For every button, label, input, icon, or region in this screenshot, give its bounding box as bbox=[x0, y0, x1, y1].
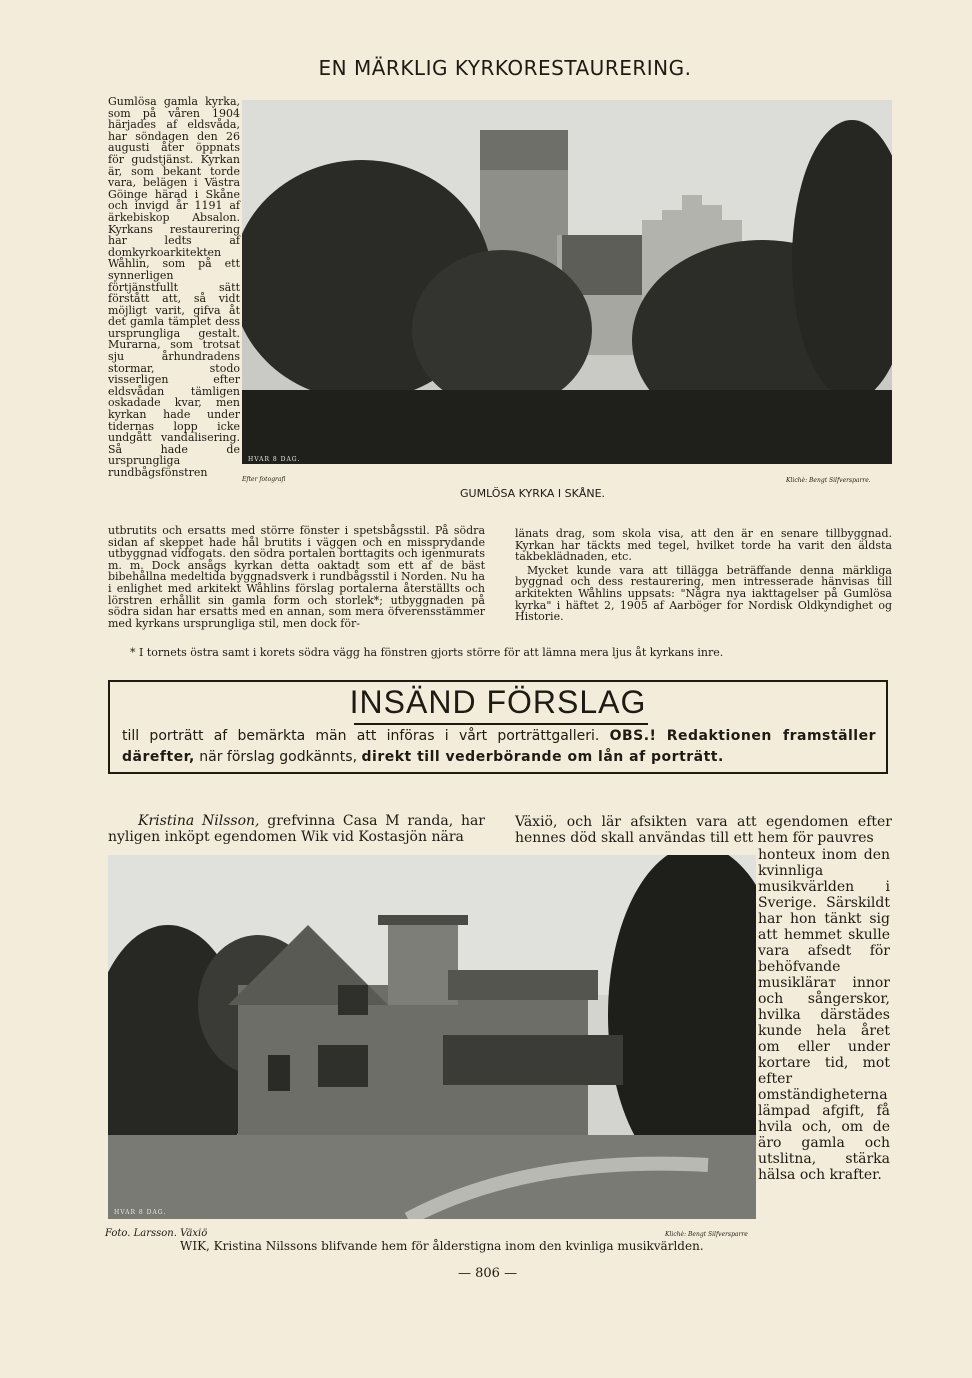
church-footnote: * I tornets östra samt i korets södra vägg ha fönstren gjorts större för att lämna mera ljus åt kyrkans inre. bbox=[130, 646, 724, 659]
notice-heading-underline bbox=[354, 723, 648, 725]
wik-photo-credit: Foto. Larsson. Växiö bbox=[105, 1228, 208, 1239]
wik-article-intro bbox=[108, 813, 485, 845]
wik-engraver-credit: Klichè: Bengt Silfversparre bbox=[665, 1231, 748, 1238]
church-photo bbox=[242, 100, 892, 464]
notice-line1-a: till porträtt af bemärkta män att införas i vårt porträttgalleri. bbox=[122, 728, 600, 744]
church-article-reference-paragraph: Mycket kunde vara att tillägga beträffande denna märkliga byggnad och dess restaurering, men intresserade hänvisas till arkitekten Wåhlins uppsats: "Några nya iakttagelser på Gumlösa kyrka" i häftet 2, 1905 af Aarböger for Nordisk Oldkyndighet og Historie. bbox=[515, 563, 892, 624]
church-illustration bbox=[242, 100, 892, 464]
wik-caption: WIK, Kristina Nilssons blifvande hem för ålderstigna inom den kvinliga musikvärlden. bbox=[180, 1239, 704, 1253]
church-article-wide-right bbox=[515, 528, 892, 623]
wik-article-side bbox=[758, 833, 890, 1197]
wik-photo-watermark: HVAR 8 DAG. bbox=[114, 1209, 167, 1216]
wik-article-left bbox=[108, 799, 485, 859]
notice-heading: INSÄND FÖRSLAG bbox=[349, 684, 647, 720]
church-photo-credit: Efter fotografi bbox=[242, 476, 286, 483]
notice-line2-b: när förslag godkännts, bbox=[199, 749, 358, 765]
wik-illustration bbox=[108, 855, 756, 1219]
church-engraver-credit: Klichè: Bengt Silfversparre. bbox=[786, 477, 871, 484]
wik-photo bbox=[108, 855, 756, 1219]
notice-obs: OBS.! bbox=[609, 728, 657, 744]
article-title: EN MÄRKLIG KYRKORESTAURERING. bbox=[318, 56, 692, 80]
notice-line2-c: direkt till vederbörande om lån af porträtt. bbox=[361, 749, 724, 765]
church-article-left-column bbox=[108, 96, 240, 479]
wik-article-side-text: honteux inom den kvinnliga musikvärlden i Sverige. Särskildt har hon tänkt sig att hemmet skulle vara afsedt för behöfvande musikläraт innor och sångerskor, hvilka därstädes kunde hela året om eller under kortare tid, mot efter omständigheterna lämpad afgift, få hvila och, om de äro gamla och utslitna, stärka hälsa och krafter. bbox=[758, 847, 890, 1183]
page-number: — 806 — bbox=[458, 1266, 518, 1281]
church-photo-watermark: HVAR 8 DAG. bbox=[248, 456, 301, 463]
notice-line1-c: Redaktionen framställer bbox=[666, 728, 877, 744]
church-article-roof-paragraph: länats drag, som skola visa, att den är en senare tillbyggnad. Kyrkan har täckts med tegel, hvilket torde ha varit den äldsta takbeklädnaden, etc. bbox=[515, 527, 892, 564]
wik-article-left-text: grefvinna Casa M randa, har nyligen inköpt egendomen Wik vid Kostasjön nära bbox=[108, 813, 486, 845]
church-article-intro: Gumlösa gamla kyrka, som på våren 1904 härjades af eldsvåda, har söndagen den 26 augusti åter öppnats för gudstjänst. Kyrkan är, som bekant torde vara, belägen i Västra Göinge härad i Skåne och invigd år 1191 af ärkebiskop Absalon. Kyrkans restaurering har ledts af domkyrkoarkitekten Wåhlin, som på ett synnerligen förtjänstfullt sätt förstått att, så vidt möjligt varit, gifva åt det gamla tämplet dess ursprungliga gestalt. Murarna, som trotsat sju århundradens stormar, stodo visserligen efter eldsvådan tämligen oskadade kvar, men kyrkan hade under tidernas lopp icke undgått vandalisering. Så hade de ursprungliga rundbågsfönstren bbox=[108, 95, 240, 479]
notice-text bbox=[122, 726, 876, 768]
church-caption: GUMLÖSA KYRKA I SKÅNE. bbox=[460, 487, 606, 500]
wik-article-right-text: Växiö, och lär afsikten vara att egendomen efter hennes död skall användas till ett hem för pauvres bbox=[515, 814, 892, 846]
notice-line2-a: därefter, bbox=[122, 749, 195, 765]
notice-box bbox=[108, 680, 888, 774]
church-article-continuation: utbrutits och ersatts med större fönster i spetsbågsstil. På södra sidan af skeppet hade hål brutits i väggen och en missprydande utbyggnad vidfogats. den södra portalen borttagits och igenmurats m. m. Dock ansågs kyrkan detta oaktadt som ett af de bäst bibehållna medeltida byggnadsverk i rundbågsstil i Norden. Nu ha i enlighet med arkitekt Wåhlins förslag portalerna återställts och lörstren erhållit sin gamla form och storlek*; utbyggnaden på södra sidan har ersatts med en annan, som mera öfverensstämmer med kyrkans ursprungliga stil, men dock för- bbox=[108, 524, 485, 630]
wik-article-name: Kristina Nilsson, bbox=[138, 813, 260, 829]
church-article-wide-left bbox=[108, 525, 485, 629]
